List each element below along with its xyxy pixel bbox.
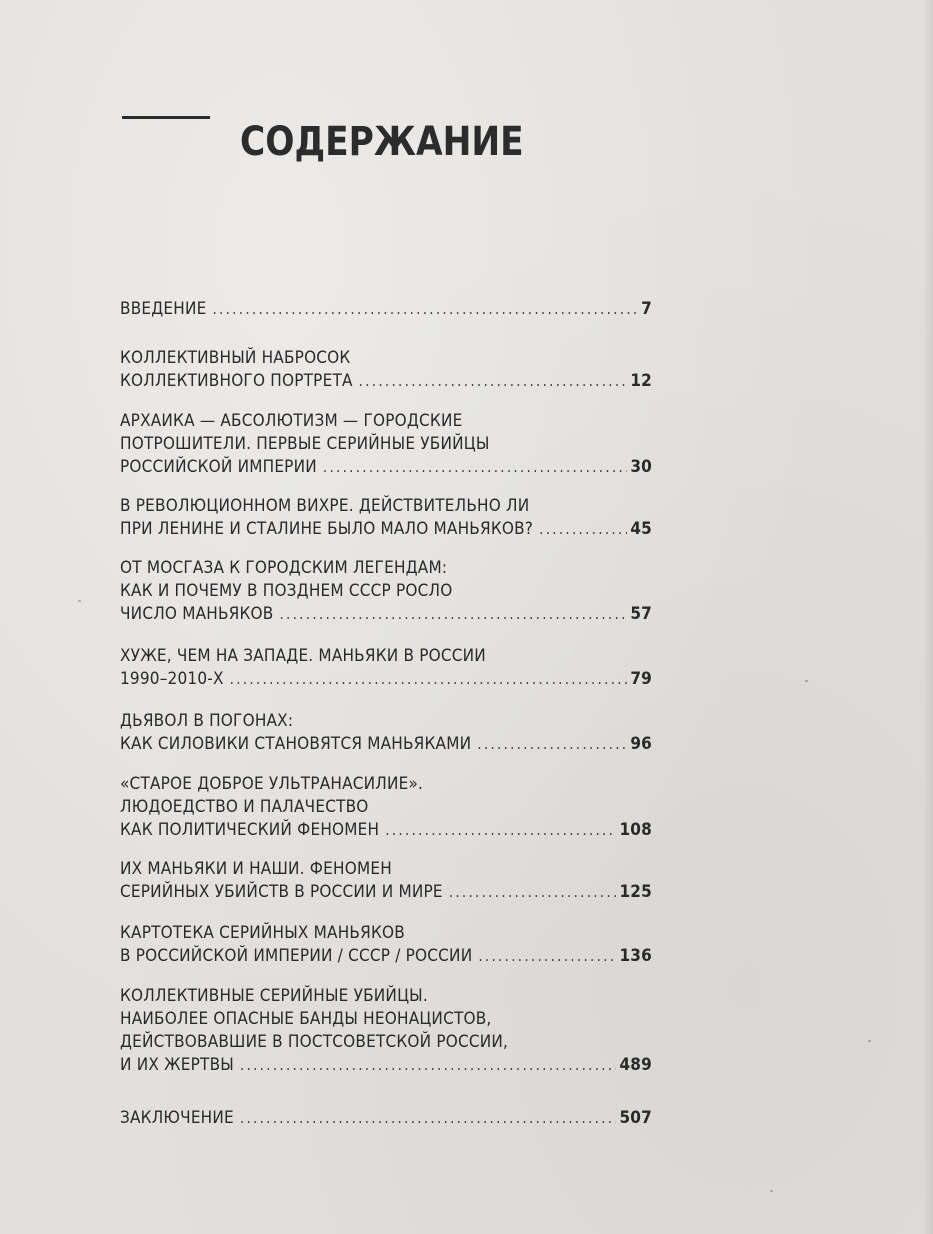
toc-entry-text: ПОТРОШИТЕЛИ. ПЕРВЫЕ СЕРИЙНЫЕ УБИЙЦЫ: [120, 434, 490, 454]
dot-leader: [477, 733, 627, 756]
toc-page-number: 57: [630, 604, 652, 624]
toc-entry-text: КОЛЛЕКТИВНОГО ПОРТРЕТА: [120, 371, 353, 391]
dot-leader: [449, 881, 617, 904]
toc-page-number: 136: [619, 946, 652, 966]
toc-entry: [120, 410, 652, 479]
dot-leader: [240, 1107, 617, 1130]
title-rule: [122, 116, 210, 119]
toc-entry-text: РОССИЙСКОЙ ИМПЕРИИ: [120, 457, 317, 477]
toc-entry: [120, 645, 652, 691]
toc-entry-text: ИХ МАНЬЯКИ И НАШИ. ФЕНОМЕН: [120, 859, 392, 879]
toc-page-number: 125: [619, 882, 652, 902]
dot-leader: [539, 518, 627, 541]
toc-page-number: 96: [630, 734, 652, 754]
dot-leader: [359, 370, 628, 393]
toc-page-number: 7: [641, 299, 652, 319]
paper-speck: [770, 1190, 773, 1192]
toc-entry-text: ДЬЯВОЛ В ПОГОНАХ:: [120, 711, 294, 731]
toc-entry-last-line: [120, 298, 652, 321]
page-title: СОДЕРЖАНИЕ: [240, 119, 524, 165]
dot-leader: [385, 819, 616, 842]
toc-entry-text: ВВЕДЕНИЕ: [120, 299, 207, 319]
dot-leader: [478, 945, 616, 968]
toc-page-number: 45: [630, 519, 652, 539]
toc-entry: [120, 985, 652, 1077]
toc-entry-text: КАК СИЛОВИКИ СТАНОВЯТСЯ МАНЬЯКАМИ: [120, 734, 472, 754]
dot-leader: [323, 456, 627, 479]
toc-entry-text: В РЕВОЛЮЦИОННОМ ВИХРЕ. ДЕЙСТВИТЕЛЬНО ЛИ: [120, 496, 530, 516]
paper-speck: [78, 600, 81, 602]
toc-entry-last-line: [120, 668, 652, 691]
toc-entry-last-line: [120, 881, 652, 904]
page-edge-shadow: [923, 0, 933, 1234]
toc-entry-text: И ИХ ЖЕРТВЫ: [120, 1055, 234, 1075]
toc-page-number: 12: [630, 371, 652, 391]
paper-speck: [868, 1040, 871, 1042]
toc-entry: [120, 557, 652, 626]
toc-entry: [120, 347, 652, 393]
toc-entry-text: КАК И ПОЧЕМУ В ПОЗДНЕМ СССР РОСЛО: [120, 581, 453, 601]
toc-entry-text: В РОССИЙСКОЙ ИМПЕРИИ / СССР / РОССИИ: [120, 946, 473, 966]
toc-entry-last-line: [120, 518, 652, 541]
toc-entry-text: КАК ПОЛИТИЧЕСКИЙ ФЕНОМЕН: [120, 820, 380, 840]
toc-entry: [120, 1107, 652, 1130]
toc-entry-text: ЛЮДОЕДСТВО И ПАЛАЧЕСТВО: [120, 797, 369, 817]
toc-page-number: 79: [630, 669, 652, 689]
toc-entry-last-line: [120, 370, 652, 393]
dot-leader: [230, 668, 628, 691]
toc-entry-text: КОЛЛЕКТИВНЫЙ НАБРОСОК: [120, 348, 351, 368]
toc-entry-text: КАРТОТЕКА СЕРИЙНЫХ МАНЬЯКОВ: [120, 923, 405, 943]
toc-entry-last-line: [120, 1107, 652, 1130]
toc-entry-last-line: [120, 819, 652, 842]
toc-entry-text: 1990–2010-Х: [120, 669, 224, 689]
toc-entry: [120, 298, 652, 321]
toc-entry-last-line: [120, 456, 652, 479]
toc-entry-last-line: [120, 1054, 652, 1077]
toc-page-number: 507: [619, 1108, 652, 1128]
toc-entry-last-line: [120, 733, 652, 756]
toc-entry-last-line: [120, 603, 652, 626]
toc-entry-last-line: [120, 945, 652, 968]
toc-entry: [120, 710, 652, 756]
toc-entry: [120, 495, 652, 541]
toc-page-number: 489: [619, 1055, 652, 1075]
toc-entry: [120, 858, 652, 904]
toc-entry-text: АРХАИКА — АБСОЛЮТИЗМ — ГОРОДСКИЕ: [120, 411, 463, 431]
toc-entry-text: КОЛЛЕКТИВНЫЕ СЕРИЙНЫЕ УБИЙЦЫ.: [120, 986, 428, 1006]
toc-entry: [120, 773, 652, 842]
toc-entry-text: ОТ МОСГАЗА К ГОРОДСКИМ ЛЕГЕНДАМ:: [120, 558, 448, 578]
toc-entry-text: ХУЖЕ, ЧЕМ НА ЗАПАДЕ. МАНЬЯКИ В РОССИИ: [120, 646, 486, 666]
toc-entry: [120, 922, 652, 968]
toc-entry-text: ЧИСЛО МАНЬЯКОВ: [120, 604, 274, 624]
toc-entry-text: СЕРИЙНЫХ УБИЙСТВ В РОССИИ И МИРЕ: [120, 882, 443, 902]
toc-entry-text: «СТАРОЕ ДОБРОЕ УЛЬТРАНАСИЛИЕ».: [120, 774, 424, 794]
toc-entry-text: ПРИ ЛЕНИНЕ И СТАЛИНЕ БЫЛО МАЛО МАНЬЯКОВ?: [120, 519, 534, 539]
toc-page-number: 108: [619, 820, 652, 840]
toc-page-number: 30: [630, 457, 652, 477]
toc-entry-text: ДЕЙСТВОВАВШИЕ В ПОСТСОВЕТСКОЙ РОССИИ,: [120, 1032, 509, 1052]
dot-leader: [212, 298, 638, 321]
dot-leader: [240, 1054, 617, 1077]
toc-entry-text: НАИБОЛЕЕ ОПАСНЫЕ БАНДЫ НЕОНАЦИСТОВ,: [120, 1009, 492, 1029]
dot-leader: [279, 603, 627, 626]
toc-entry-text: ЗАКЛЮЧЕНИЕ: [120, 1108, 234, 1128]
paper-speck: [805, 680, 808, 682]
